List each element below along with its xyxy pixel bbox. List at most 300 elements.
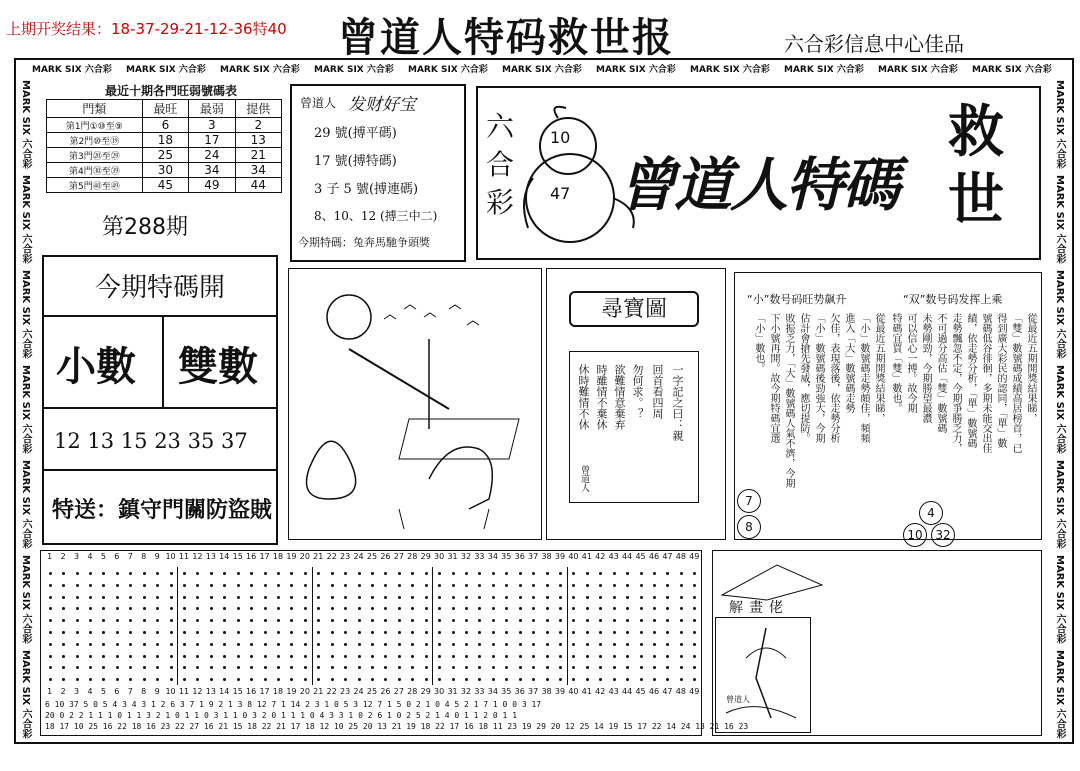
grid-dot — [425, 643, 428, 646]
grid-dot — [546, 584, 549, 587]
grid-dot — [640, 631, 643, 634]
grid-column-number: 34 — [487, 552, 498, 561]
grid-dot — [210, 619, 213, 622]
table-cell: 第3門⑳至㉙ — [47, 148, 143, 163]
grid-dot — [156, 572, 159, 575]
grid-divider — [432, 567, 433, 685]
number-circle: 32 — [931, 523, 955, 547]
grid-dot — [183, 572, 186, 575]
grid-column-number: 30 — [434, 552, 445, 561]
grid-dot — [505, 619, 508, 622]
divider — [162, 315, 164, 407]
grid-column-number: 25 — [366, 687, 378, 696]
grid-column-number: 24 — [353, 552, 364, 561]
grid-dot — [223, 678, 226, 681]
ten-period-box — [42, 82, 286, 202]
grid-dot — [559, 596, 562, 599]
grid-dot — [183, 666, 186, 669]
grid-dot — [532, 572, 535, 575]
article-col: 估計會搶先發威，應切提防。 — [798, 313, 809, 443]
grid-dot — [384, 596, 387, 599]
grid-dot — [344, 666, 347, 669]
grid-dot — [680, 666, 683, 669]
grid-dot — [505, 572, 508, 575]
grid-dot — [384, 607, 387, 610]
tips-line-flat: 29 號(搏平碼) — [314, 126, 397, 141]
grid-dot — [331, 666, 334, 669]
grid-dot — [102, 572, 105, 575]
grid-dot — [250, 572, 253, 575]
grid-column-number: 35 — [501, 687, 512, 696]
grid-dot — [317, 643, 320, 646]
grid-dot — [586, 619, 589, 622]
ribbon-text: MARK SIX 六合彩 — [1054, 650, 1065, 739]
grid-dot — [532, 666, 535, 669]
grid-dot — [384, 631, 387, 634]
grid-column-number: 25 — [366, 552, 378, 561]
grid-dot — [546, 572, 549, 575]
grid-dot — [640, 678, 643, 681]
grid-dot — [546, 596, 549, 599]
grid-dot — [277, 678, 280, 681]
grid-column-number: 4 — [87, 687, 93, 696]
grid-dot — [653, 643, 656, 646]
grid-dot — [438, 584, 441, 587]
grid-dot — [465, 631, 468, 634]
grid-dot — [519, 643, 522, 646]
grid-dot — [358, 596, 361, 599]
grid-dot — [317, 584, 320, 587]
grid-column-number: 47 — [662, 687, 673, 696]
grid-column-number: 11 — [178, 687, 190, 696]
grid-dot — [492, 655, 495, 658]
grid-dot — [183, 678, 186, 681]
grid-column-number: 22 — [326, 552, 337, 561]
grid-column-number: 38 — [541, 687, 552, 696]
grid-dot — [519, 631, 522, 634]
grid-dot — [237, 631, 240, 634]
logo-number-bottom: 47 — [550, 184, 571, 203]
grid-dot — [277, 655, 280, 658]
ribbon-text: MARK SIX 六合彩 — [20, 270, 31, 359]
grid-column-number: 37 — [528, 552, 539, 561]
grid-dot — [546, 655, 549, 658]
grid-dot — [371, 596, 374, 599]
grid-column-number: 7 — [127, 687, 133, 696]
grid-dot — [76, 596, 79, 599]
grid-dot — [116, 584, 119, 587]
poem-col: 休時難情不休 — [577, 364, 590, 430]
grid-dot — [76, 655, 79, 658]
tips-box — [290, 84, 466, 262]
grid-dot — [572, 619, 575, 622]
grid-column-number: 38 — [541, 552, 552, 561]
grid-dot — [331, 678, 334, 681]
grid-dot — [290, 619, 293, 622]
ribbon-text: MARK SIX 六合彩 — [1054, 175, 1065, 264]
grid-dot — [143, 666, 146, 669]
grid-dot — [264, 572, 267, 575]
article-col: 下小號再開。故今期特碼宜選 — [768, 313, 779, 443]
grid-dot — [129, 631, 132, 634]
grid-dot — [237, 607, 240, 610]
table-row — [47, 163, 282, 178]
grid-dot — [76, 584, 79, 587]
grid-dot — [492, 643, 495, 646]
grid-dot — [237, 678, 240, 681]
grid-dot — [129, 572, 132, 575]
ribbon-text: MARK SIX 六合彩 — [20, 175, 31, 264]
grid-dot — [438, 666, 441, 669]
ribbon-text: MARK SIX 六合彩 — [20, 80, 31, 169]
grid-dot — [438, 643, 441, 646]
puzzle-drawing — [715, 617, 811, 733]
poem-col: 回首看四周 — [651, 364, 664, 419]
grid-column-number: 14 — [219, 687, 230, 696]
grid-dot — [331, 607, 334, 610]
grid-column-number: 48 — [675, 552, 686, 561]
even-number-label: 雙數 — [178, 343, 258, 390]
grid-dot — [76, 643, 79, 646]
table-cell: 44 — [235, 178, 281, 193]
grid-column-number: 18 — [272, 552, 284, 561]
table-cell: 34 — [189, 163, 235, 178]
table-cell: 21 — [235, 148, 281, 163]
grid-dot — [505, 584, 508, 587]
grid-dot — [398, 584, 401, 587]
ribbon-text: MARK SIX 六合彩 — [1054, 80, 1065, 169]
grid-column-number: 8 — [141, 687, 147, 696]
grid-dot — [170, 666, 173, 669]
grid-dot — [290, 678, 293, 681]
grid-column-number: 21 — [313, 552, 324, 561]
grid-dot — [237, 655, 240, 658]
grid-dot — [62, 584, 65, 587]
article-col: 得到廣大彩民的認同，「單」數 — [995, 313, 1006, 448]
grid-column-number: 28 — [407, 687, 418, 696]
grid-dot — [599, 607, 602, 610]
grid-dot — [572, 655, 575, 658]
grid-dot — [102, 643, 105, 646]
grid-column-number: 45 — [635, 552, 646, 561]
grid-column-number: 42 — [595, 687, 606, 696]
grid-dot — [572, 607, 575, 610]
grid-dot — [546, 643, 549, 646]
grid-dot — [532, 643, 535, 646]
grid-dot — [210, 655, 213, 658]
grid-dot — [640, 643, 643, 646]
article-col: 從最近五期開獎結果睇， — [873, 313, 884, 423]
grid-dot — [653, 596, 656, 599]
grid-dot — [613, 619, 616, 622]
grid-dot — [425, 678, 428, 681]
table-cell: 第2門⑩至⑲ — [47, 133, 143, 148]
grid-dot — [546, 631, 549, 634]
grid-dot — [398, 643, 401, 646]
tips-line-special: 17 號(搏特碼) — [314, 154, 397, 169]
grid-dot — [599, 619, 602, 622]
grid-dot — [666, 655, 669, 658]
grid-dot — [572, 666, 575, 669]
grid-dot — [89, 596, 92, 599]
grid-column-number: 49 — [689, 552, 700, 561]
grid-column-number: 32 — [460, 687, 472, 696]
grid-dot — [519, 666, 522, 669]
grid-dot — [653, 619, 656, 622]
grid-column-number: 35 — [501, 552, 512, 561]
grid-dot — [62, 666, 65, 669]
grid-dot — [102, 619, 105, 622]
grid-dot — [666, 584, 669, 587]
grid-dot — [116, 643, 119, 646]
grid-dot — [76, 631, 79, 634]
grid-column-number: 37 — [528, 687, 539, 696]
grid-dot — [680, 596, 683, 599]
grid-dot — [102, 666, 105, 669]
grid-column-number: 29 — [420, 552, 431, 561]
grid-column-number: 12 — [192, 687, 203, 696]
grid-dot — [478, 572, 481, 575]
grid-dot — [680, 584, 683, 587]
grid-dot — [264, 666, 267, 669]
grid-dot — [693, 666, 696, 669]
grid-dot — [371, 666, 374, 669]
grid-dot — [519, 607, 522, 610]
table-cell: 45 — [142, 178, 188, 193]
grid-column-number: 17 — [259, 687, 270, 696]
grid-dot — [143, 572, 146, 575]
grid-dot — [317, 678, 320, 681]
grid-dot — [398, 619, 401, 622]
column-header: 最旺 — [142, 100, 188, 118]
grid-column-number: 20 — [299, 552, 310, 561]
grid-dot — [89, 584, 92, 587]
grid-body — [43, 567, 701, 685]
grid-column-number: 6 — [114, 552, 120, 561]
table-cell: 17 — [189, 133, 235, 148]
table-cell: 30 — [142, 163, 188, 178]
grid-dot — [156, 631, 159, 634]
grid-dot — [331, 584, 334, 587]
grid-dot — [102, 655, 105, 658]
grid-dot — [680, 678, 683, 681]
table-cell: 49 — [189, 178, 235, 193]
grid-dot — [183, 655, 186, 658]
grid-dot — [572, 678, 575, 681]
column-header: 最弱 — [189, 100, 235, 118]
grid-dot — [183, 584, 186, 587]
grid-column-number: 24 — [353, 687, 364, 696]
grid-dot — [398, 607, 401, 610]
grid-dot — [170, 596, 173, 599]
ribbon-text: MARK SIX 六合彩 — [314, 65, 394, 75]
grid-dot — [170, 678, 173, 681]
poem-col: 欲難情意棄弃 — [613, 364, 626, 430]
grid-dot — [653, 584, 656, 587]
grid-header-row — [43, 552, 701, 564]
grid-dot — [693, 584, 696, 587]
grid-dot — [304, 631, 307, 634]
grid-dot — [492, 596, 495, 599]
grid-dot — [49, 619, 52, 622]
article-col: 「小」數也。 — [753, 313, 764, 373]
grid-dot — [452, 678, 455, 681]
ribbon-text: MARK SIX 六合彩 — [220, 65, 300, 75]
grid-dot — [586, 643, 589, 646]
grid-dot — [304, 678, 307, 681]
poem-col: 勿何求。？ — [631, 364, 644, 419]
grid-dot — [250, 643, 253, 646]
grid-dot — [478, 666, 481, 669]
grid-dot — [586, 584, 589, 587]
grid-dot — [599, 596, 602, 599]
divider — [42, 315, 278, 317]
grid-dot — [492, 678, 495, 681]
grid-dot — [49, 596, 52, 599]
grid-column-number: 32 — [460, 552, 472, 561]
grid-dot — [613, 572, 616, 575]
grid-dot — [384, 666, 387, 669]
grid-dot — [89, 655, 92, 658]
grid-dot — [559, 607, 562, 610]
grid-dot — [505, 631, 508, 634]
grid-dot — [599, 655, 602, 658]
grid-dot — [640, 619, 643, 622]
grid-column-number: 22 — [326, 687, 337, 696]
grid-dot — [210, 643, 213, 646]
grid-column-number: 40 — [568, 552, 579, 561]
ribbon-text: MARK SIX 六合彩 — [784, 65, 864, 75]
grid-dot — [250, 631, 253, 634]
grid-dot — [62, 619, 65, 622]
grid-column-number: 45 — [635, 687, 646, 696]
article-col: 績，依走勢分析，「單」數號碼 — [965, 313, 976, 448]
grid-dot — [572, 643, 575, 646]
grid-column-number: 18 — [272, 687, 284, 696]
grid-dot — [680, 631, 683, 634]
article-col: 「雙」數號碼成績高居榜首，已 — [1010, 313, 1021, 453]
grid-dot — [49, 607, 52, 610]
right-ribbon — [1052, 80, 1066, 740]
grid-dot — [344, 678, 347, 681]
grid-dot — [492, 631, 495, 634]
grid-dot — [680, 607, 683, 610]
grid-dot — [532, 631, 535, 634]
grid-column-number: 29 — [420, 687, 431, 696]
grid-dot — [210, 572, 213, 575]
grid-dot — [559, 678, 562, 681]
ribbon-text: MARK SIX 六合彩 — [878, 65, 958, 75]
grid-dot — [532, 596, 535, 599]
grid-column-number: 13 — [205, 687, 216, 696]
grid-column-number: 26 — [380, 552, 391, 561]
grid-column-number: 4 — [87, 552, 93, 561]
grid-dot — [264, 596, 267, 599]
grid-dot — [331, 655, 334, 658]
grid-dot — [49, 631, 52, 634]
article-col: 從最近五期開獎結果睇， — [1025, 313, 1036, 423]
column-header: 門類 — [47, 100, 143, 118]
grid-dot — [358, 643, 361, 646]
grid-dot — [264, 643, 267, 646]
grid-dot — [143, 607, 146, 610]
grid-dot — [304, 572, 307, 575]
grid-column-number: 36 — [514, 687, 525, 696]
grid-dot — [102, 607, 105, 610]
grid-dot — [586, 655, 589, 658]
grid-dot — [223, 572, 226, 575]
grid-dot — [478, 596, 481, 599]
ribbon-text: MARK SIX 六合彩 — [20, 650, 31, 739]
grid-dot — [358, 607, 361, 610]
grid-column-number: 5 — [100, 552, 106, 561]
tips-line-title: 发财好宝 — [348, 95, 416, 115]
grid-dot — [626, 678, 629, 681]
ribbon-text: MARK SIX 六合彩 — [1054, 555, 1065, 644]
grid-dot — [505, 678, 508, 681]
grid-dot — [411, 572, 414, 575]
grid-dot — [143, 584, 146, 587]
grid-dot — [264, 631, 267, 634]
grid-dot — [116, 572, 119, 575]
grid-dot — [411, 643, 414, 646]
grid-dot — [559, 584, 562, 587]
grid-column-number: 3 — [74, 687, 80, 696]
grid-column-number: 44 — [622, 687, 633, 696]
grid-dot — [304, 655, 307, 658]
table-cell: 3 — [189, 118, 235, 133]
grid-column-number: 16 — [246, 552, 257, 561]
grid-dot — [183, 607, 186, 610]
grid-dot — [317, 619, 320, 622]
grid-dot — [196, 584, 199, 587]
article-heading-right: “双”数号码发挥上乘 — [903, 293, 1003, 306]
grid-dot — [62, 596, 65, 599]
ribbon-text: MARK SIX 六合彩 — [596, 65, 676, 75]
grid-dot — [519, 619, 522, 622]
grid-dot — [452, 572, 455, 575]
grid-dot — [613, 631, 616, 634]
grid-dot — [196, 631, 199, 634]
grid-dot — [411, 607, 414, 610]
grid-column-number: 49 — [689, 687, 700, 696]
grid-column-number: 6 — [114, 687, 120, 696]
grid-dot — [398, 631, 401, 634]
grid-dot — [640, 596, 643, 599]
grid-dot — [626, 596, 629, 599]
article-col: 特碼宜買「雙」數也。 — [890, 313, 901, 413]
grid-dot — [49, 584, 52, 587]
grid-dot — [223, 655, 226, 658]
table-row — [47, 118, 282, 133]
grid-dot — [344, 643, 347, 646]
grid-dot — [62, 678, 65, 681]
grid-dot — [331, 631, 334, 634]
grid-dot — [102, 584, 105, 587]
grid-dot — [384, 584, 387, 587]
column-header: 提供 — [235, 100, 281, 118]
treasure-title: 尋寶圖 — [569, 291, 699, 327]
grid-dot — [183, 631, 186, 634]
grid-dot — [384, 572, 387, 575]
grid-dot — [572, 584, 575, 587]
grid-dot — [613, 584, 616, 587]
grid-column-number: 43 — [608, 552, 619, 561]
grid-column-number: 30 — [434, 687, 445, 696]
grid-column-number: 40 — [568, 687, 579, 696]
grid-dot — [438, 619, 441, 622]
grid-dot — [156, 655, 159, 658]
